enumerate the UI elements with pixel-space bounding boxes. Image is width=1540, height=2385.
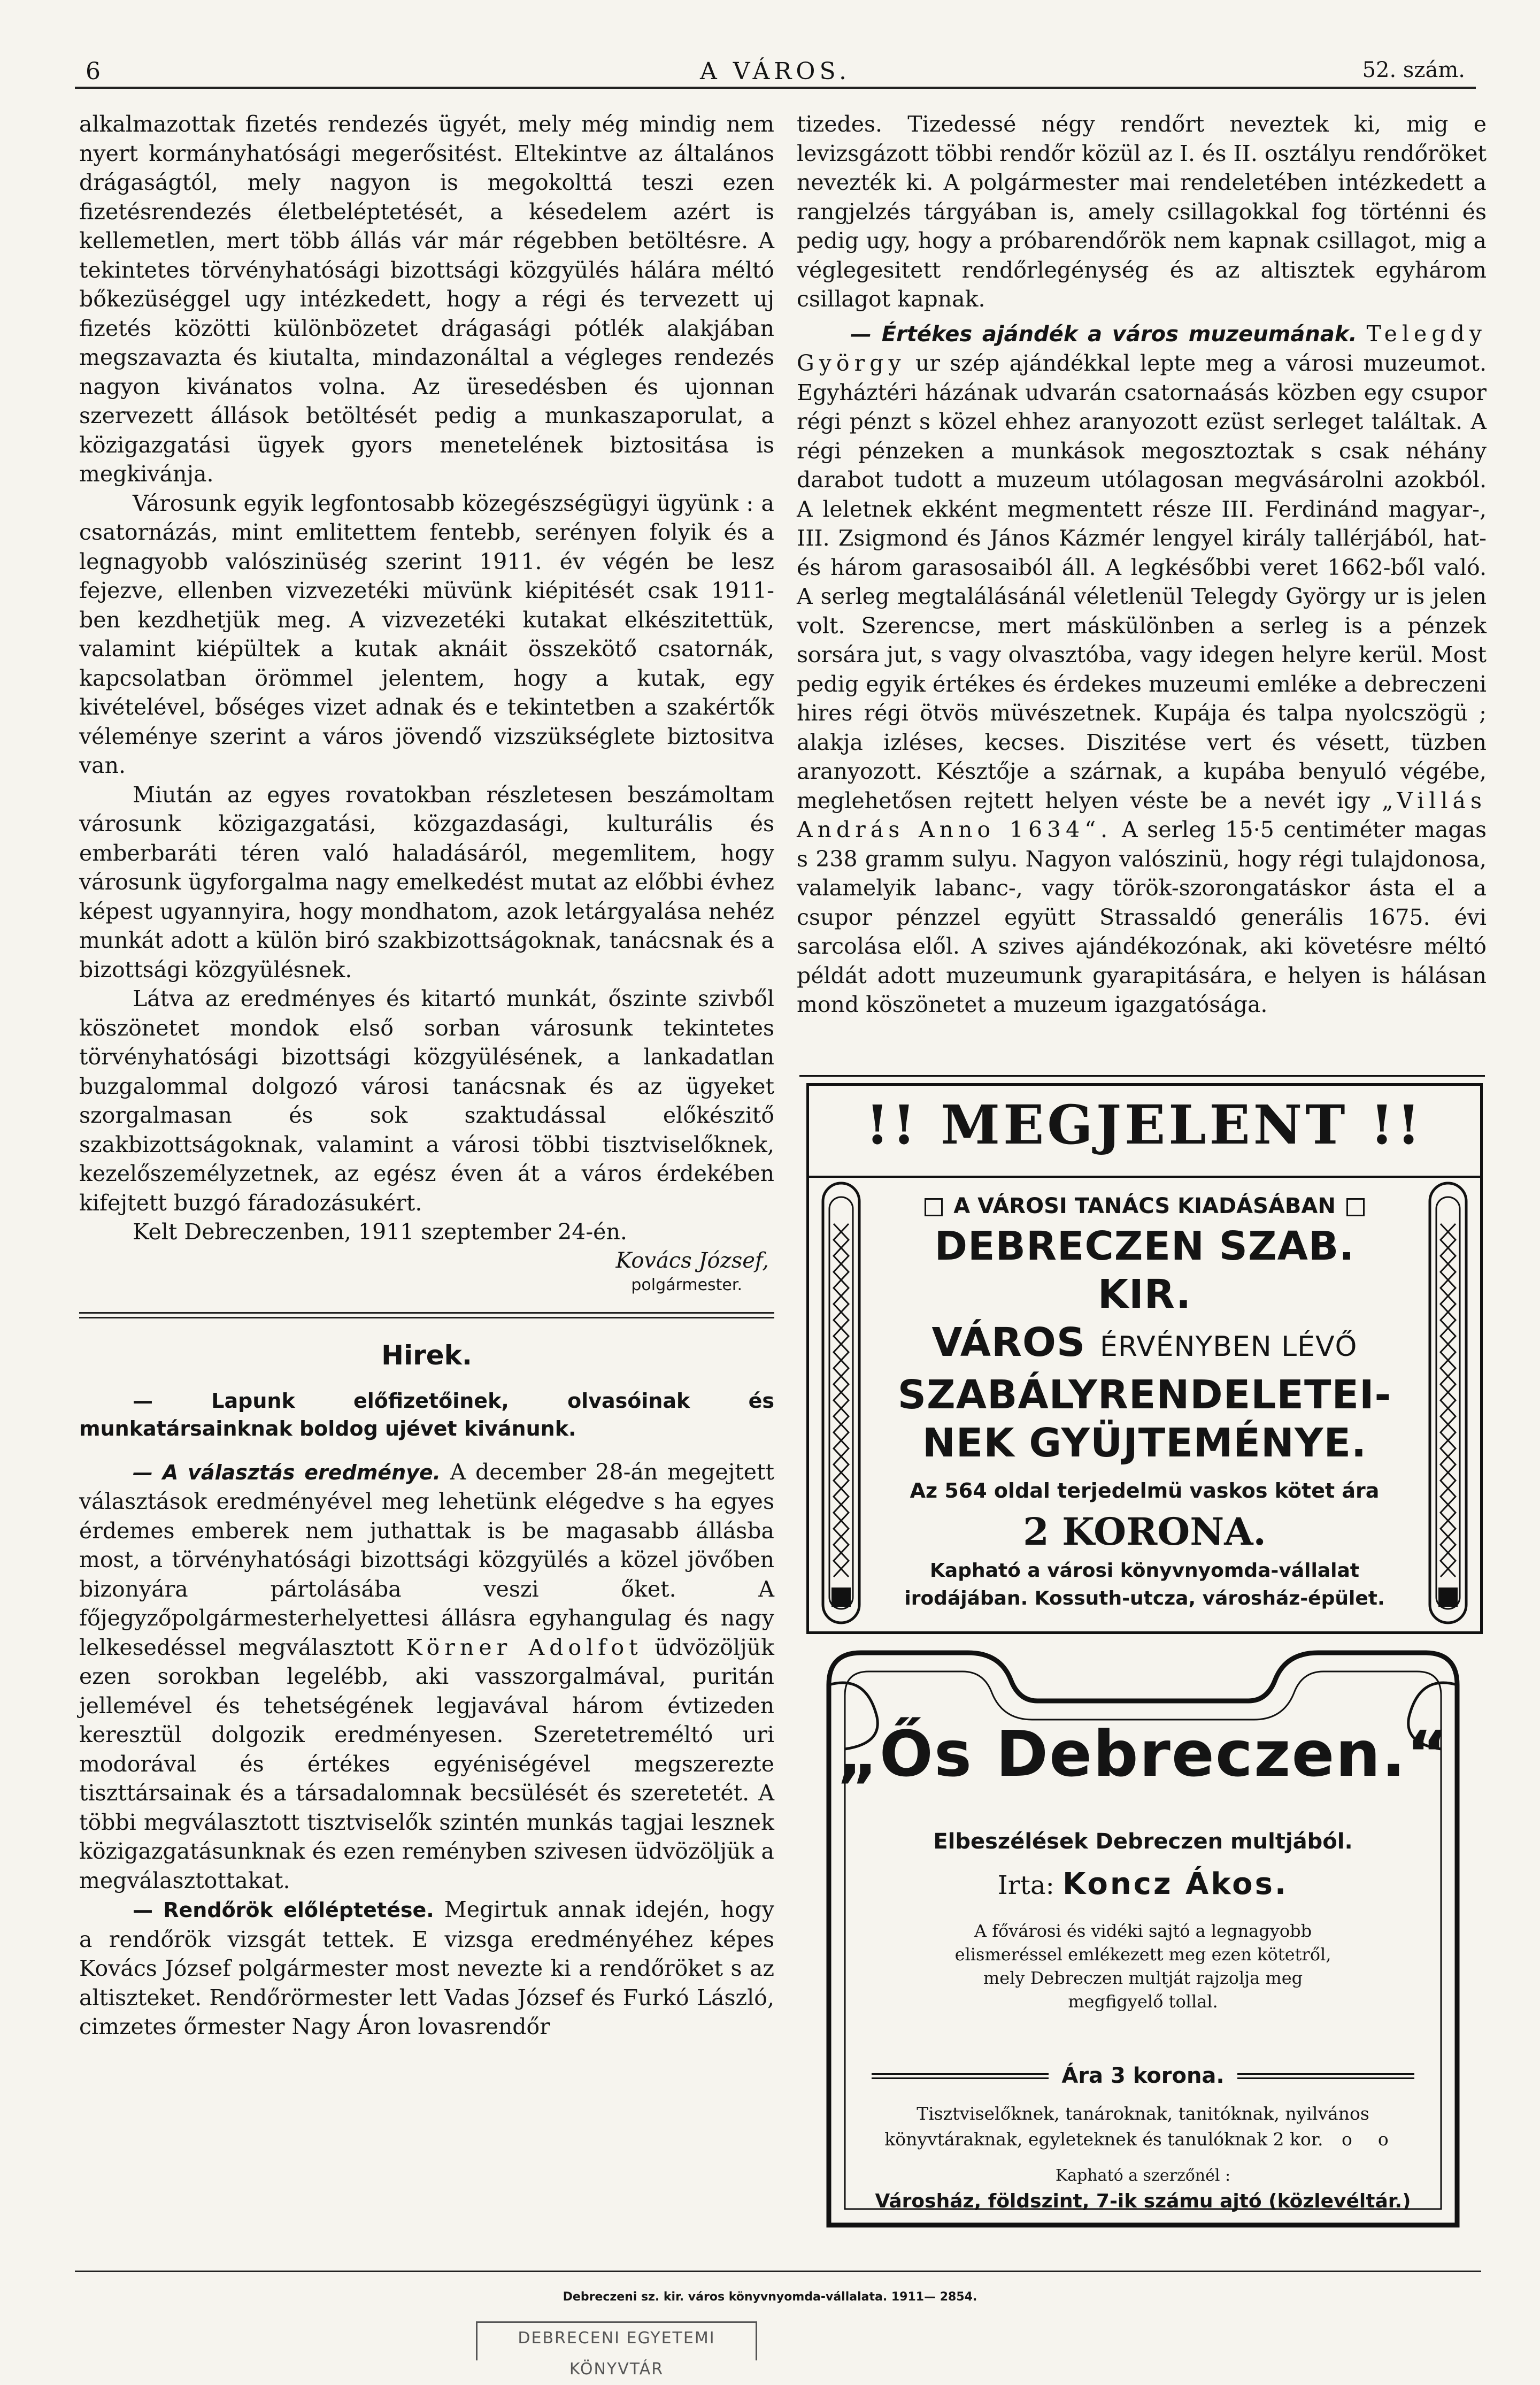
price-rule — [1237, 2073, 1414, 2079]
book-price: Ára 3 korona. — [1061, 2064, 1225, 2088]
square-bullet-icon — [925, 1198, 943, 1216]
header-rule — [75, 87, 1476, 89]
ad-body — [884, 1190, 1405, 1613]
news-text: ur szép ajándékkal lepte meg a városi muzeumot. Egyháztéri házának udvarán csatornaásás közben egy csupor régi pénzt s közel ehhez aranyozott ezüst serleget találtak. A régi pénzeken a munkások megosztoztak s csak néhány darabot tudott a muzeum utólagosan megvásárolni azokból. A leletnek ekként megmentett része III. Ferdinánd magyar-, III. Zsigmond és János Kázmér lengyel király tallérjából, hat- és három garasosaiból áll. A legkésőbbi veret 1662-ből való. A serleg megtalálásánál véletlenül Telegdy György ur is jelen volt. Szerencse, mert máskülönben a serleg is a pénzek sorsára jut, s vagy olvasztóba, vagy idegen helyre kerül. Most pedig egyik értékes és érdekes muzeumi emléke a debreczeni hires régi ötvös müvészetnek. Kupája és talpa nyolcszögü ; alakja izléses, kecses. Diszitése vert és vésett, tüzben aranyozott. Késztője a szárnak, a kupába benyuló végébe, meglehetősen rejtett helyen véste be a nevét igy — [797, 350, 1487, 814]
news-item-police — [79, 1895, 774, 2042]
article-paragraph: Városunk egyik legfontosabb közegészségügyi ügyünk : a csatornázás, mint emlitettem fentebb, serényen folyik és a legnagyobb valószinüség szerint 1911. év végén be lesz fejezve, ellenben vizvezetéki müvünk kiépitését csak 1911-ben kezdhetjük meg. A vizvezetéki kutakat elkészitettük, valamint kiépültek a kutak aknáit összekötő csatornák, kapcsolatban örömmel jelentem, hogy a kutak, egy kivételével, bőséges vizet adnak és e tekintetben a szakértők véleménye szerint a város jövendő vizszükséglete biztositva van. — [79, 490, 774, 778]
book-location: Városház, földszint, 7-ik számu ajtó (közlevéltár.) — [875, 2190, 1411, 2212]
news-item-greeting: — Lapunk előfizetőinek, olvasóinak és munkatársainknak boldog ujévet kivánunk. — [79, 1389, 774, 1440]
advertisement-regulations — [806, 1083, 1483, 1634]
news-lead: — Értékes ajándék a város muzeumának. — [850, 321, 1357, 347]
spaced-name: Telegdy György — [797, 320, 1487, 376]
issue-number: 52. szám. — [1362, 58, 1465, 82]
ornament-right — [1427, 1181, 1469, 1625]
book-title: „Ős Debreczen.“ — [837, 1717, 1449, 1791]
news-text: A serleg 15·5 centiméter magas s 238 gramm sulyu. Nagyon valószinü, hogy régi tulajdonosa, valamelyik labanc-, vagy török-szorongatáskor ásta el a csupor pénzzel együtt Strassaldó generális 1675. évi sarcolása elől. A szives ajándékozónak, aki követésre méltó példát adott muzeumunk gyarapitására, e helyen is hálásan mond köszönetet a muzeum igazgatósága. — [797, 817, 1487, 1017]
library-stamp: DEBRECENI EGYETEMI KÖNYVTÁR — [476, 2321, 757, 2360]
ad-price: 2 KORONA. — [1023, 1509, 1266, 1554]
news-item-museum — [797, 319, 1487, 1019]
book-discount-text: Tisztviselőknek, tanároknak, tanitóknak, nyilvános könyvtáraknak, egyleteknek és tanulóknak 2 kor. o o — [856, 2101, 1430, 2152]
article-paragraph: Látva az eredményes és kitartó munkát, őszinte szivből köszönetet mondok első sorban városunk tekintetes törvényhatósági bizottsági közgyülésének, a lankadatlan buzgalommal dolgozó városi tanácsnak és az ügyeket szorgalmasan és sok szaktudással előkészitő szakbizottságoknak, valamint a városi többi tisztviselőknek, kezelőszemélyzetnek, az egész éven át a város érdekében kifejtett buzgó fáradozásukért. — [79, 986, 774, 1216]
news-text: üdvözöljük ezen sorokban legelébb, aki vasszorgalmával, puritán jellemével és tehetségének legjavával három évtizeden keresztül dolgozik eredményesen. Szeretetreméltó uri modorával és értékes egyéniségével megszerezte tiszttársainak és a társadalomnak becsülését és szeretetét. A többi megválasztott tisztviselők szintén munkás tagjai lesznek közigazgatásunknak és ezen reményben szivesen üdvözöljük a megválasztottakat. — [79, 1634, 774, 1893]
ad-volume-text: Az 564 oldal terjedelmü vaskos kötet ára — [910, 1479, 1380, 1502]
date-line: Kelt Debreczenben, 1911 szeptember 24-én. — [133, 1219, 627, 1245]
signature-name: Kovács József, — [615, 1248, 769, 1273]
ad-title-line: SZABÁLYRENDELETEI- — [897, 1372, 1392, 1418]
masthead-title: A VÁROS. — [699, 58, 851, 85]
price-rule — [872, 2073, 1049, 2079]
ad-top-rule — [799, 1075, 1485, 1077]
news-lead: — Rendőrök előléptetése. — [133, 1898, 434, 1922]
circle-mark: o — [1342, 2129, 1352, 2150]
section-title: Hirek. — [381, 1339, 472, 1371]
ad-availability: Kapható a városi könyvnyomda-vállalat irodájában. Kossuth-utcza, városház-épület. — [904, 1560, 1385, 1609]
article-paragraph: Miután az egyes rovatokban részletesen beszámoltam városunk közigazgatási, közgazdasági, kulturális és emberbaráti téren való haladásáról, megemlitem, hogy városunk ügyforgalma nagy emelkedést mutat az előbbi évhez képest ugyannyira, hogy mondhatom, azok letárgyalása nehéz munkát adott a külön biró szakbizottságoknak, tanácsnak és a bizottsági közgyülésnek. — [79, 781, 774, 983]
ornament-left — [820, 1181, 863, 1625]
inscription: „Villás András Anno 1634“. — [797, 787, 1487, 842]
article-paragraph: tizedes. Tizedessé négy rendőrt neveztek ki, mig e levizsgázott többi rendőr közül az I. és II. osztályu rendőröket nevezték ki. A polgármester mai rendeletében intézkedett a rangjelzés tárgyában is, amely csillagokkal fog történni és pedig ugy, hogy a próbarendőrök nem kapnak csillagot, mig a véglegesitett rendőrlegénység és az altisztek egyhárom csillagot kapnak. — [797, 111, 1487, 312]
printer-imprint: Debreczeni sz. kir. város könyvnyomda-vállalata. 1911— 2854. — [563, 2290, 977, 2304]
ad-title-line: DEBRECZEN SZAB. KIR. — [934, 1223, 1355, 1317]
page-header — [75, 53, 1476, 91]
signature-role: polgármester. — [631, 1275, 742, 1294]
book-description: A fővárosi és vidéki sajtó a legnagyobb elismeréssel emlékezett meg ezen kötetről, mely Debreczen multját rajzolja meg megfigyelő tollal. — [954, 1921, 1331, 2012]
right-column — [797, 110, 1487, 1019]
ad-publisher: A VÁROSI TANÁCS KIADÁSÁBAN — [884, 1190, 1405, 1222]
ad-headline: !! MEGJELENT !! — [865, 1093, 1424, 1156]
bottom-rule — [75, 2271, 1481, 2272]
news-lead: — A választás eredménye. — [133, 1460, 441, 1484]
spaced-name: Körner Adolfot — [406, 1634, 643, 1660]
square-bullet-icon — [1346, 1198, 1365, 1216]
book-price-line — [872, 2064, 1414, 2088]
circle-mark: o — [1377, 2129, 1389, 2150]
advertisement-book — [807, 1642, 1479, 2233]
page-number: 6 — [86, 58, 101, 85]
ad-title-line: VÁROS ÉRVÉNYBEN LÉVŐ — [931, 1320, 1358, 1366]
section-divider — [79, 1312, 774, 1318]
news-item-election — [79, 1458, 774, 1896]
ad-rule — [809, 1176, 1480, 1178]
book-subtitle: Elbeszélések Debreczen multjából. — [933, 1829, 1353, 1854]
book-available-label: Kapható a szerzőnél : — [1055, 2166, 1231, 2185]
article-paragraph: alkalmazottak fizetés rendezés ügyét, mely még mindig nem nyert kormányhatósági megerősitést. Eltekintve az általános drágaságtól, mely nagyon is megokolttá teszi ezen fizetésrendezés életbeléptetését, a késedelem azért is kellemetlen, mert több állás vár már régebben betöltésre. A tekintetes törvényhatósági bizottsági közgyülés hálára méltó bőkezüséggel ugy intézkedett, hogy a régi és tervezett uj fizetés közötti különbözetet drágasági pótlék alakjában megszavazta és kiutalta, mindazonáltal a végleges rendezés nagyon kivánatos volna. Az üresedésben és ujonnan szervezett állások betöltését pedig a munkaszaporulat, a közigazgatási ügyek gyors menetelének biztositása is megkivánja. — [79, 111, 774, 487]
book-author: Irta: Koncz Ákos. — [997, 1867, 1289, 1901]
ad-title-line: NEK GYÜJTEMÉNYE. — [922, 1420, 1367, 1466]
news-text: Megirtuk annak idején, hogy a rendőrök vizsgát tettek. E vizsga eredményéhez képes Kovács József polgármester most nevezte ki a rendőröket s az altiszteket. Rendőrörmester lett Vadas József és Furkó László, cimzetes őrmester Nagy Áron lovasrendőr — [79, 1897, 774, 2039]
news-text: A december 28-án megejtett választások eredményével meg lehetünk elégedve s ha egyes érdemes emberek nem juthattak is be magasabb állásba most, a törvényhatósági bizottsági közgyülés a közel jövőben bizonyára pártolásába veszi őket. A főjegyzőpolgármesterhelyettesi állásra egyhangulag és nagy lelkesedéssel megválasztott — [79, 1459, 774, 1660]
left-column — [79, 110, 774, 2042]
